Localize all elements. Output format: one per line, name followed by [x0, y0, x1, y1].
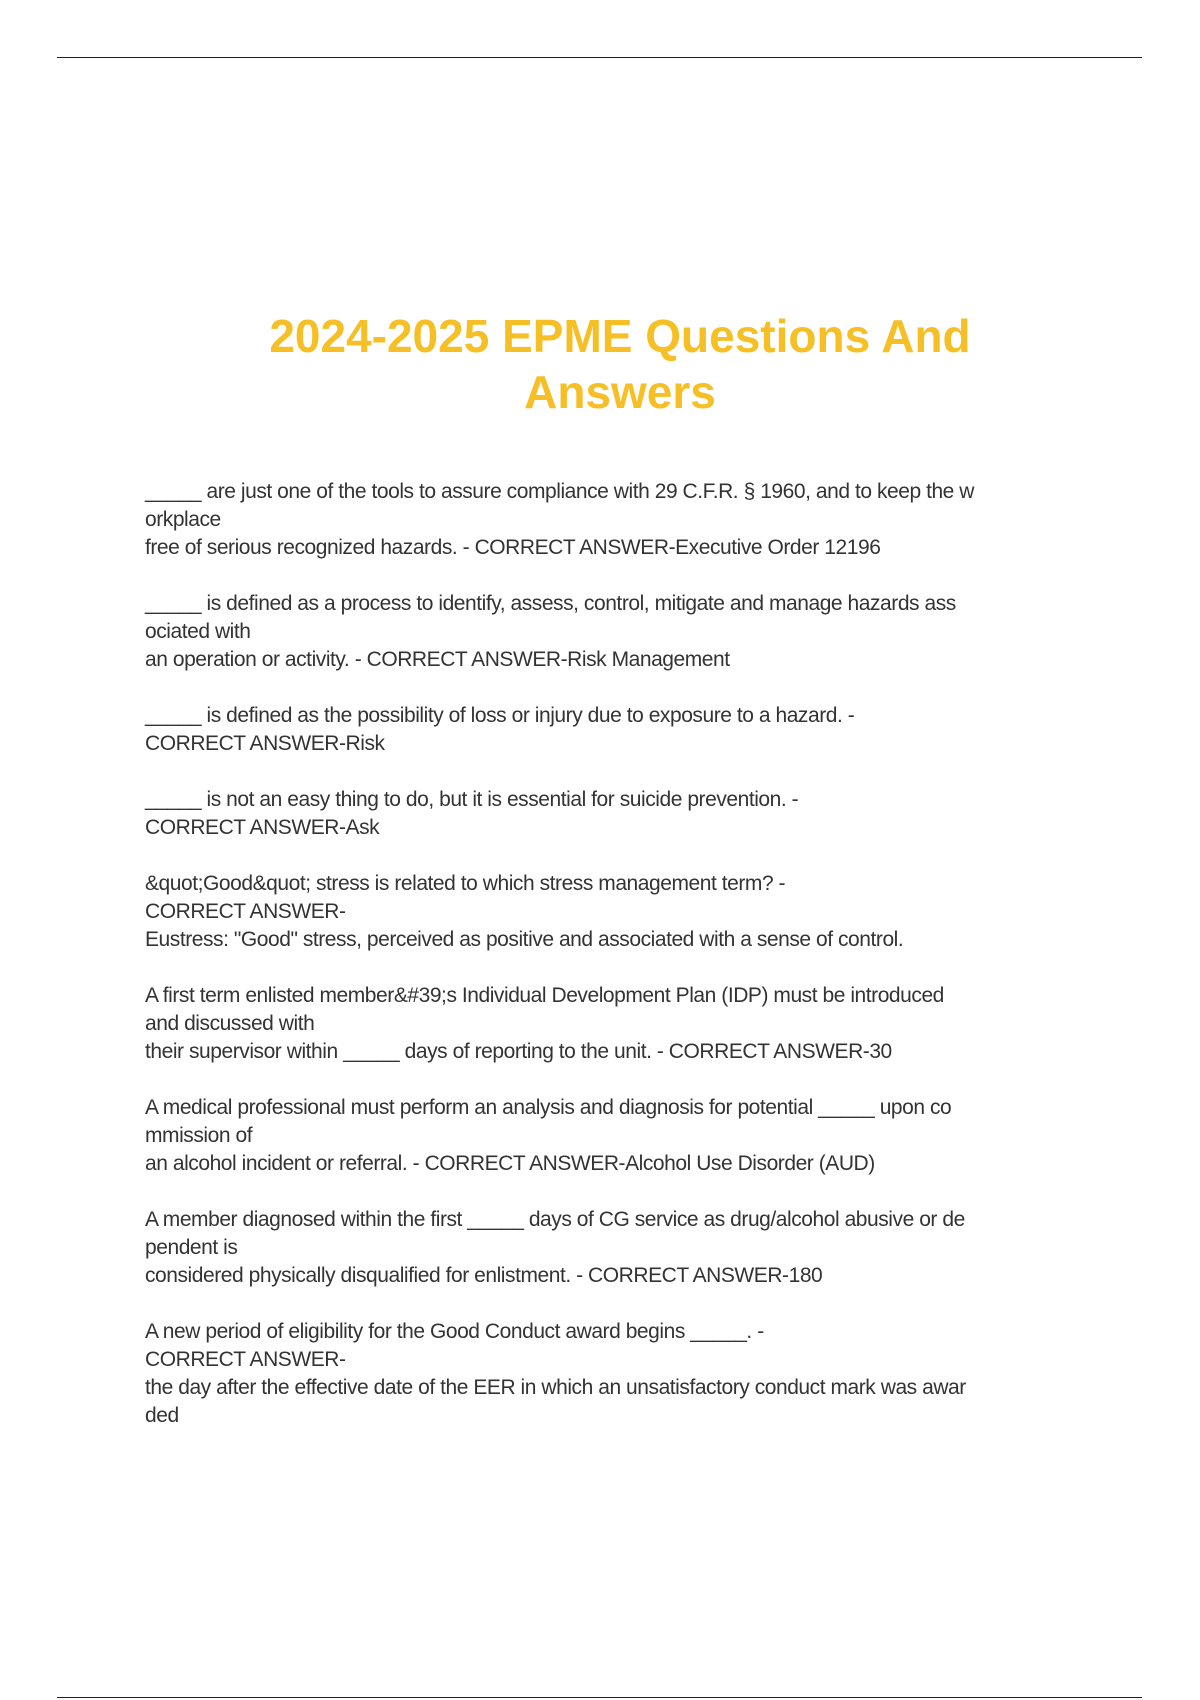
- qa-line: A first term enlisted member&#39;s Individual Development Plan (IDP) must be introduced: [145, 984, 944, 1007]
- qa-line: &quot;Good&quot; stress is related to which stress management term? -: [145, 872, 786, 895]
- qa-line: considered physically disqualified for enlistment. - CORRECT ANSWER-180: [145, 1264, 823, 1287]
- qa-item: [145, 702, 1095, 758]
- qa-item: [145, 982, 1095, 1066]
- qa-item: [145, 478, 1095, 562]
- qa-line: _____ are just one of the tools to assure compliance with 29 C.F.R. § 1960, and to keep the w: [145, 480, 975, 503]
- qa-item: [145, 1206, 1095, 1290]
- qa-item: [145, 786, 1095, 842]
- qa-line: pendent is: [145, 1236, 238, 1259]
- qa-line: _____ is defined as a process to identify, assess, control, mitigate and manage hazards ass: [145, 592, 956, 615]
- qa-line: Eustress: "Good" stress, perceived as positive and associated with a sense of control.: [145, 928, 904, 951]
- qa-line: A new period of eligibility for the Good Conduct award begins _____. -: [145, 1320, 764, 1343]
- qa-line: A medical professional must perform an analysis and diagnosis for potential _____ upon co: [145, 1096, 952, 1119]
- qa-line: free of serious recognized hazards. - CORRECT ANSWER-Executive Order 12196: [145, 536, 881, 559]
- qa-item: [145, 1094, 1095, 1178]
- qa-line: mmission of: [145, 1124, 253, 1147]
- qa-item: [145, 870, 1095, 954]
- bottom-rule: [57, 1697, 1142, 1698]
- title-line-1: 2024-2025 EPME Questions And: [269, 310, 971, 362]
- qa-line: and discussed with: [145, 1012, 315, 1035]
- qa-line: A member diagnosed within the first _____ days of CG service as drug/alcohol abusive or de: [145, 1208, 965, 1231]
- document-title: [180, 308, 1060, 420]
- qa-line: CORRECT ANSWER-: [145, 1348, 346, 1371]
- qa-line: CORRECT ANSWER-Risk: [145, 732, 385, 755]
- title-line-2: Answers: [524, 366, 716, 418]
- qa-line: ociated with: [145, 620, 251, 643]
- qa-line: their supervisor within _____ days of reporting to the unit. - CORRECT ANSWER-30: [145, 1040, 892, 1063]
- qa-line: ded: [145, 1404, 179, 1427]
- qa-line: CORRECT ANSWER-: [145, 900, 346, 923]
- qa-line: an operation or activity. - CORRECT ANSWER-Risk Management: [145, 648, 730, 671]
- question-answer-list: [145, 478, 1095, 1458]
- top-rule: [57, 57, 1142, 58]
- qa-line: an alcohol incident or referral. - CORRECT ANSWER-Alcohol Use Disorder (AUD): [145, 1152, 875, 1175]
- qa-line: _____ is defined as the possibility of loss or injury due to exposure to a hazard. -: [145, 704, 855, 727]
- qa-line: CORRECT ANSWER-Ask: [145, 816, 380, 839]
- qa-line: the day after the effective date of the EER in which an unsatisfactory conduct mark was awar: [145, 1376, 966, 1399]
- qa-item: [145, 590, 1095, 674]
- qa-line: orkplace: [145, 508, 221, 531]
- qa-line: _____ is not an easy thing to do, but it is essential for suicide prevention. -: [145, 788, 799, 811]
- qa-item: [145, 1318, 1095, 1430]
